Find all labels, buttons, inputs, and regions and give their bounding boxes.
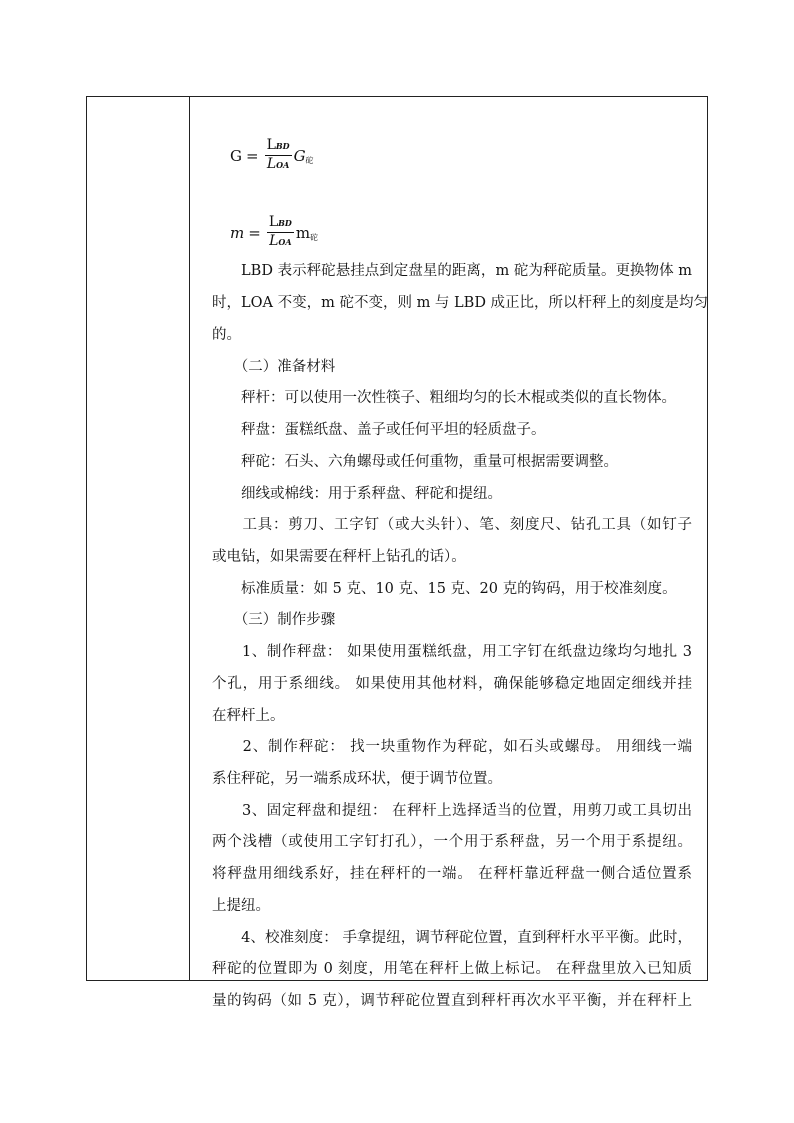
paragraph-line: 在秤杆上。 [212, 708, 285, 724]
formula-lhs: m [230, 223, 245, 242]
fraction-numerator [265, 137, 292, 156]
paragraph-line: 两个浅槽（或使用工字钉打孔），一个用于系秤盘，另一个用于系提纽。 [212, 834, 692, 850]
numerator-sub: BD [278, 218, 292, 228]
fraction-denominator [265, 156, 291, 174]
paragraph-line: 的。 [212, 327, 241, 343]
formula-mass [230, 214, 318, 251]
denominator-main: L [269, 233, 279, 249]
formula-equals: = [245, 146, 259, 165]
paragraph-line: 2、制作秤砣： 找一块重物作为秤砣，如石头或螺母。 用细线一端 [212, 739, 692, 755]
formula-lhs: G [230, 146, 242, 165]
content-cell [212, 97, 709, 1009]
paragraph-line: 4、校准刻度： 手拿提纽，调节秤砣位置，直到秤杆水平平衡。此时， [212, 930, 692, 946]
document-table [86, 96, 709, 1009]
paragraph-line: 秤砣：石头、六角螺母或任何重物，重量可根据需要调整。 [212, 454, 618, 470]
paragraph-line: LBD 表示秤砣悬挂点到定盘星的距离，m 砣为秤砣质量。更换物体 m [212, 263, 692, 279]
paragraph-line: 秤砣的位置即为 0 刻度，用笔在秤杆上做上标记。 在秤盘里放入已知质 [212, 961, 692, 977]
formula-fraction [265, 137, 292, 174]
paragraph-line: 量的钩码（如 5 克），调节秤砣位置直到秤杆再次水平平衡，并在秤杆上 [212, 993, 692, 1009]
paragraph-line: 将秤盘用细线系好，挂在秤杆的一端。 在秤杆靠近秤盘一侧合适位置系 [212, 866, 692, 882]
fraction-denominator [267, 233, 293, 251]
numerator-main: L [266, 137, 276, 153]
formula-weight [230, 137, 314, 174]
paragraph-line: 3、固定秤盘和提纽： 在秤杆上选择适当的位置，用剪刀或工具切出 [212, 803, 692, 819]
column-separator [189, 97, 190, 980]
formula-rhs: m [295, 223, 311, 242]
paragraph-line: 或电钻，如果需要在秤杆上钻孔的话）。 [212, 549, 466, 565]
section-heading: （三）制作步骤 [212, 612, 336, 628]
formula-fraction [267, 214, 294, 251]
paragraph-line: 个孔，用于系细线。 如果使用其他材料，确保能够稳定地固定细线并挂 [212, 676, 692, 692]
paragraph-line: 1、制作秤盘： 如果使用蛋糕纸盘，用工字钉在纸盘边缘均匀地扎 3 [212, 644, 692, 660]
formula-rhs: G [293, 146, 306, 165]
paragraph-line: 系住秤砣，另一端系成环状，便于调节位置。 [212, 771, 502, 787]
paragraph-line: 上提纽。 [212, 898, 270, 914]
paragraph-line: 秤盘：蛋糕纸盘、盖子或任何平坦的轻质盘子。 [212, 422, 546, 438]
denominator-sub: OA [278, 237, 292, 247]
formula-rhs-sub: 砣 [305, 156, 314, 165]
paragraph-line: 时，LOA 不变，m 砣不变，则 m 与 LBD 成正比，所以杆秤上的刻度是均匀 [212, 295, 709, 311]
paragraph-line: 细线或棉线：用于系秤盘、秤砣和提纽。 [212, 486, 502, 502]
section-heading: （二）准备材料 [212, 359, 336, 375]
fraction-numerator [267, 214, 294, 233]
numerator-sub: BD [275, 141, 290, 151]
formula-equals: = [248, 223, 261, 242]
paragraph-line: 秤杆：可以使用一次性筷子、粗细均匀的长木棍或类似的直长物体。 [212, 390, 676, 406]
paragraph-line: 工具：剪刀、工字钉（或大头针）、笔、刻度尺、钻孔工具（如钉子 [212, 517, 692, 533]
paragraph-line: 标准质量：如 5 克、10 克、15 克、20 克的钩码，用于校准刻度。 [212, 581, 677, 597]
denominator-sub: OA [276, 160, 290, 170]
numerator-main: L [268, 214, 279, 230]
formula-rhs-sub: 砣 [310, 233, 319, 242]
denominator-main: L [266, 156, 277, 172]
